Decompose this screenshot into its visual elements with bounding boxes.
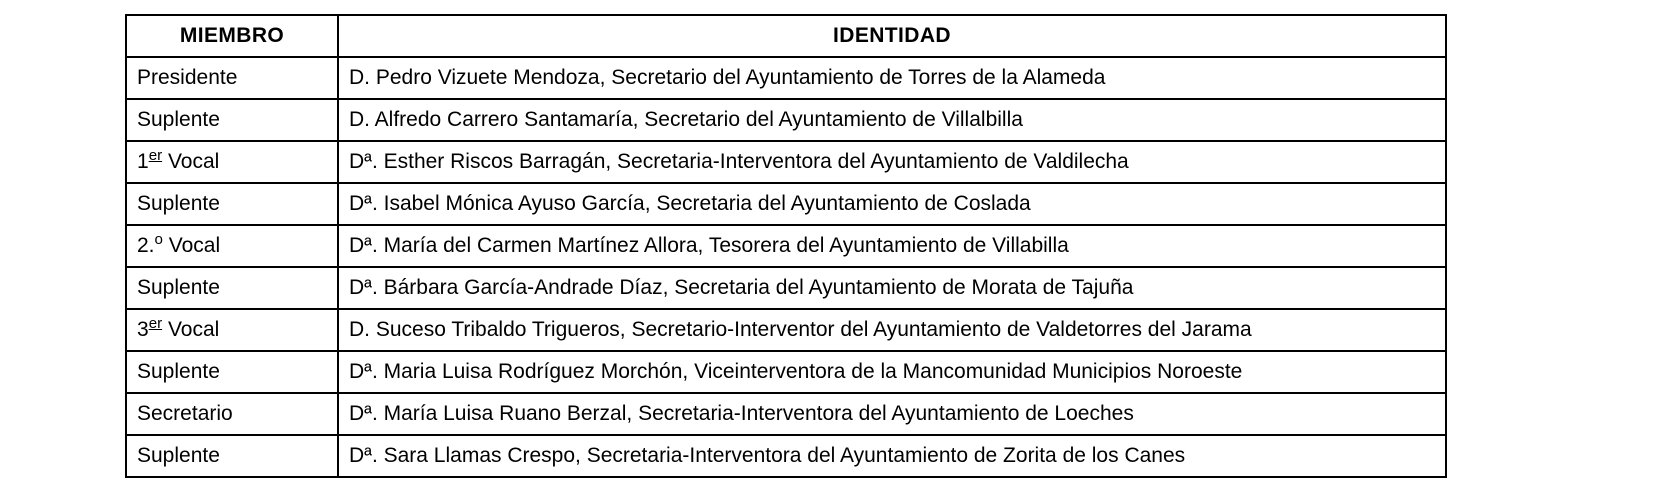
table-header-row: [126, 15, 1446, 57]
member-cell: [126, 183, 338, 225]
table-row: [126, 435, 1446, 477]
member-label: Suplente: [137, 192, 220, 216]
table-row: [126, 309, 1446, 351]
member-label: Suplente: [137, 444, 220, 468]
identity-cell: Dª. Bárbara García-Andrade Díaz, Secretaria del Ayuntamiento de Morata de Tajuña: [338, 267, 1446, 309]
member-label: Suplente: [137, 360, 220, 384]
member-cell: [126, 435, 338, 477]
member-label-suffix: Vocal: [162, 318, 220, 342]
identity-cell: Dª. María del Carmen Martínez Allora, Tesorera del Ayuntamiento de Villabilla: [338, 225, 1446, 267]
member-cell: [126, 141, 338, 183]
identity-cell: Dª. Esther Riscos Barragán, Secretaria-Interventora del Ayuntamiento de Valdilecha: [338, 141, 1446, 183]
identity-cell: Dª. Sara Llamas Crespo, Secretaria-Interventora del Ayuntamiento de Zorita de los Canes: [338, 435, 1446, 477]
table-row: [126, 225, 1446, 267]
member-label-prefix: 1: [137, 150, 149, 174]
table-row: [126, 267, 1446, 309]
table-row: [126, 57, 1446, 99]
table-header: [126, 15, 1446, 57]
table-row: [126, 141, 1446, 183]
member-label-suffix: Vocal: [162, 150, 220, 174]
identity-cell: D. Suceso Tribaldo Trigueros, Secretario-Interventor del Ayuntamiento de Valdetorres del Jarama: [338, 309, 1446, 351]
member-label: Presidente: [137, 66, 238, 90]
member-label-ordinal: er: [148, 147, 163, 165]
member-label-ordinal: o: [154, 231, 163, 249]
member-label-suffix: Vocal: [162, 234, 221, 258]
table-row: [126, 351, 1446, 393]
identity-cell: Dª. Isabel Mónica Ayuso García, Secretaria del Ayuntamiento de Coslada: [338, 183, 1446, 225]
table-body: [126, 57, 1446, 477]
member-cell: [126, 267, 338, 309]
identity-cell: Dª. Maria Luisa Rodríguez Morchón, Viceinterventora de la Mancomunidad Municipios Noroeste: [338, 351, 1446, 393]
member-label-prefix: 3: [137, 318, 149, 342]
member-cell: [126, 393, 338, 435]
column-header-member: MIEMBRO: [126, 15, 338, 57]
member-label: Secretario: [137, 402, 233, 426]
table-row: [126, 183, 1446, 225]
board-members-table-container: [125, 14, 1445, 478]
board-members-table: [125, 14, 1447, 478]
identity-cell: D. Pedro Vizuete Mendoza, Secretario del Ayuntamiento de Torres de la Alameda: [338, 57, 1446, 99]
member-cell: [126, 351, 338, 393]
member-label-prefix: 2.: [137, 234, 155, 258]
identity-cell: D. Alfredo Carrero Santamaría, Secretario del Ayuntamiento de Villalbilla: [338, 99, 1446, 141]
table-row: [126, 99, 1446, 141]
identity-cell: Dª. María Luisa Ruano Berzal, Secretaria-Interventora del Ayuntamiento de Loeches: [338, 393, 1446, 435]
member-label: Suplente: [137, 276, 220, 300]
member-cell: [126, 57, 338, 99]
table-row: [126, 393, 1446, 435]
column-header-identity: IDENTIDAD: [338, 15, 1446, 57]
member-cell: [126, 225, 338, 267]
member-cell: [126, 309, 338, 351]
member-cell: [126, 99, 338, 141]
member-label-ordinal: er: [148, 315, 163, 333]
member-label: Suplente: [137, 108, 220, 132]
